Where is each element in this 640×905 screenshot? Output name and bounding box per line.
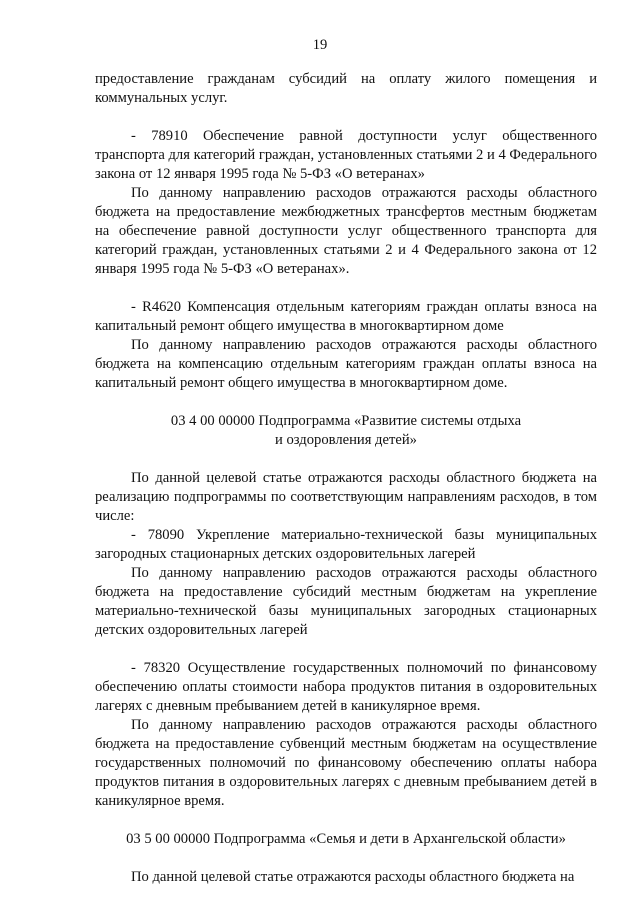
section-heading-03-4-line2: и оздоровления детей» — [275, 432, 417, 448]
paragraph-03-5-intro: По данной целевой статье отражаются расходы областного бюджета на — [131, 869, 575, 885]
section-heading-03-4-line1: 03 4 00 00000 Подпрограмма «Развитие системы отдыха — [170, 413, 522, 429]
paragraph-78320-description: По данному направлению расходов отражаются расходы областного бюджета на предоставление субвенций местным бюджетам на осуществление государственных полномочий по финансовому обеспечению оплаты набора продуктов питания в оздоровительных лагерях с дневным пребыванием детей в каникулярное время. — [95, 717, 597, 809]
paragraph-continuation: предоставление гражданам субсидий на оплату жилого помещения и коммунальных услуг. — [95, 71, 597, 106]
page-number: 19 — [312, 37, 328, 53]
item-78910: - 78910 Обеспечение равной доступности услуг общественного транспорта для категорий граждан, установленных статьями 2 и 4 Федерального закона от 12 января 1995 года № 5-ФЗ «О ветеранах» — [95, 128, 597, 182]
section-heading-03-4 — [95, 412, 597, 450]
document-body — [95, 70, 597, 887]
paragraph-78910-description: По данному направлению расходов отражаются расходы областного бюджета на предоставление межбюджетных трансфертов местным бюджетам на обеспечение равной доступности услуг общественного транспорта для категорий граждан, установленных статьями 2 и 4 Федерального закона от 12 января 1995 года № 5-ФЗ «О ветеранах». — [95, 185, 597, 277]
paragraph-03-4-intro: По данной целевой статье отражаются расходы областного бюджета на реализацию подпрограммы по соответствующим направлениям расходов, в том числе: — [95, 470, 597, 524]
paragraph-r4620-description: По данному направлению расходов отражаются расходы областного бюджета на компенсацию отдельным категориям граждан оплаты взноса на капитальный ремонт общего имущества в многоквартирном доме. — [95, 337, 597, 391]
item-r4620: - R4620 Компенсация отдельным категориям граждан оплаты взноса на капитальный ремонт общего имущества в многоквартирном доме — [95, 299, 597, 334]
paragraph-78090-description: По данному направлению расходов отражаются расходы областного бюджета на предоставление субсидий местным бюджетам на укрепление материально-технической базы муниципальных загородных стационарных детских оздоровительных лагерей — [95, 565, 597, 638]
item-78090: - 78090 Укрепление материально-технической базы муниципальных загородных стационарных детских оздоровительных лагерей — [95, 527, 597, 562]
item-78320: - 78320 Осуществление государственных полномочий по финансовому обеспечению оплаты стоимости набора продуктов питания в оздоровительных лагерях с дневным пребыванием детей в каникулярное время. — [95, 660, 597, 714]
section-heading-03-5: 03 5 00 00000 Подпрограмма «Семья и дети в Архангельской области» — [126, 831, 566, 847]
